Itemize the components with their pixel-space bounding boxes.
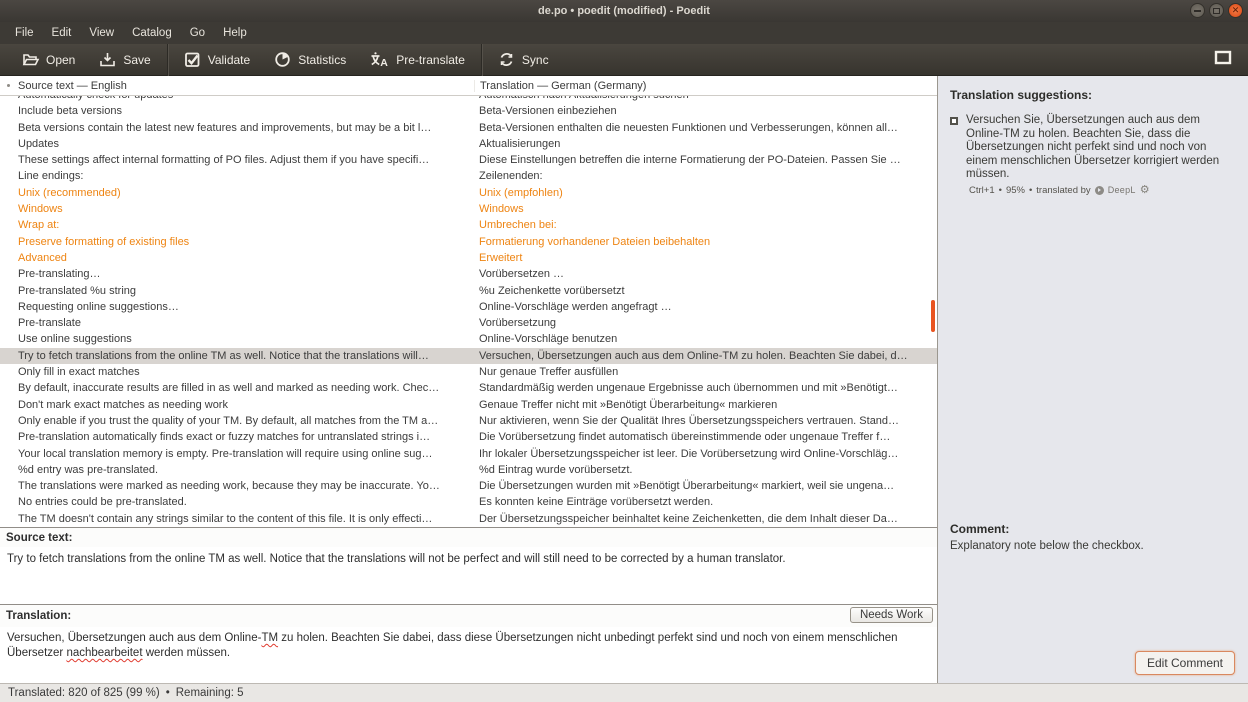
toolbar-separator bbox=[481, 44, 482, 76]
suggestion-attribution: translated by bbox=[1036, 184, 1091, 196]
misspelled-word: nachbearbeitet bbox=[66, 647, 143, 659]
pretranslate-icon bbox=[370, 51, 389, 68]
list-item[interactable] bbox=[0, 299, 937, 315]
list-item[interactable] bbox=[0, 136, 937, 152]
suggestion-meta bbox=[969, 185, 1248, 196]
gear-icon[interactable]: ⚙ bbox=[1139, 183, 1150, 196]
statistics-icon bbox=[274, 51, 291, 68]
suggestion-score: 95% bbox=[1005, 184, 1025, 196]
list-item[interactable] bbox=[0, 201, 937, 217]
validate-icon bbox=[184, 51, 201, 68]
source-cell: Advanced bbox=[18, 251, 67, 264]
minimize-icon bbox=[1194, 10, 1201, 12]
list-item[interactable] bbox=[0, 283, 937, 299]
translation-cell: Online-Vorschläge benutzen bbox=[479, 333, 618, 346]
translation-cell: Beta-Versionen einbeziehen bbox=[479, 105, 617, 118]
translation-text-part: Versuchen, Übersetzungen auch aus dem Online- bbox=[7, 632, 262, 644]
source-cell: Use online suggestions bbox=[18, 333, 132, 346]
open-icon bbox=[22, 51, 39, 68]
source-cell: Your local translation memory is empty. Pre-translation will require using online sug… bbox=[18, 447, 433, 460]
source-cell: Don't mark exact matches as needing work bbox=[18, 398, 228, 411]
translation-cell: Genaue Treffer nicht mit »Benötigt Überarbeitung« markieren bbox=[479, 398, 778, 411]
list-item[interactable] bbox=[0, 380, 937, 396]
status-separator: • bbox=[165, 687, 170, 699]
source-cell: Windows bbox=[18, 203, 63, 216]
list-viewport bbox=[0, 87, 937, 525]
minimize-button[interactable] bbox=[1190, 3, 1205, 18]
source-cell: By default, inaccurate results are filled in as well and marked as needing work. Chec… bbox=[18, 382, 440, 395]
translation-cell: Es konnten keine Einträge vorübersetzt werden. bbox=[479, 496, 714, 509]
list-item[interactable] bbox=[0, 511, 937, 527]
translation-cell: Nur aktivieren, wenn Sie der Qualität Ihres Übersetzungsspeichers vertrauen. Stand… bbox=[479, 414, 900, 427]
save-icon bbox=[99, 51, 116, 68]
svg-text:A: A bbox=[380, 57, 389, 69]
list-header bbox=[0, 76, 937, 96]
source-cell: Only enable if you trust the quality of your TM. By default, all matches from the TM a… bbox=[18, 414, 439, 427]
list-item[interactable] bbox=[0, 234, 937, 250]
translation-cell: Online-Vorschläge werden angefragt … bbox=[479, 300, 672, 313]
source-cell: Beta versions contain the latest new features and improvements, but may be a bit l… bbox=[18, 121, 432, 134]
translation-label: Translation: bbox=[6, 610, 72, 622]
comment-section bbox=[950, 522, 1238, 552]
menu-go[interactable]: Go bbox=[189, 27, 206, 39]
translation-cell: Standardmäßig werden ungenaue Ergebnisse auch übernommen und mit »Benötigt… bbox=[479, 382, 898, 395]
validate-label: Validate bbox=[207, 52, 251, 67]
open-button[interactable] bbox=[10, 44, 87, 76]
list-item[interactable] bbox=[0, 266, 937, 282]
pretranslate-label: Pre-translate bbox=[396, 52, 465, 67]
list-item[interactable] bbox=[0, 364, 937, 380]
source-text-label: Source text: bbox=[6, 531, 73, 544]
source-cell: Pre-translated %u string bbox=[18, 284, 136, 297]
list-item[interactable] bbox=[0, 348, 937, 364]
list-item[interactable] bbox=[0, 494, 937, 510]
source-cell: No entries could be pre-translated. bbox=[18, 496, 187, 509]
suggestion-shortcut: Ctrl+1 bbox=[969, 184, 995, 196]
translation-cell: Die Vorübersetzung findet automatisch übereinstimmende oder ungenaue Treffer f… bbox=[479, 431, 891, 444]
translation-cell: Versuchen, Übersetzungen auch aus dem Online-TM zu holen. Beachten Sie dabei, d… bbox=[479, 349, 908, 362]
source-cell: These settings affect internal formatting of PO files. Adjust them if you have specifi… bbox=[18, 154, 430, 167]
header-marker-icon bbox=[7, 84, 10, 87]
translation-cell: Nur genaue Treffer ausfüllen bbox=[479, 366, 619, 379]
sidebar-toggle-button[interactable] bbox=[1208, 47, 1238, 73]
source-cell: The TM doesn't contain any strings similar to the content of this file. It is only effecti… bbox=[18, 512, 433, 525]
translation-cell: Erweitert bbox=[479, 251, 523, 264]
statusbar bbox=[0, 683, 1248, 702]
meta-bullet: • bbox=[1028, 184, 1033, 196]
editor-pane bbox=[0, 527, 937, 683]
misspelled-word: TM bbox=[261, 632, 279, 644]
source-cell: Pre-translating… bbox=[18, 268, 101, 281]
menu-file[interactable]: File bbox=[15, 27, 34, 39]
list-item[interactable] bbox=[0, 250, 937, 266]
source-cell: Pre-translation automatically finds exact or fuzzy matches for untranslated strings i… bbox=[18, 431, 431, 444]
list-item[interactable] bbox=[0, 446, 937, 462]
translation-cell: Diese Einstellungen betreffen die interne Formatierung der PO-Dateien. Passen Sie … bbox=[479, 154, 901, 167]
list-item[interactable] bbox=[0, 185, 937, 201]
sidebar-toggle-icon bbox=[1214, 50, 1232, 70]
source-cell: Wrap at: bbox=[18, 219, 60, 232]
translation-cell: Ihr lokaler Übersetzungsspeicher ist leer. Die Vorübersetzung wird Online-Vorschläg… bbox=[479, 447, 899, 460]
toolbar-separator bbox=[167, 44, 168, 76]
menu-help[interactable]: Help bbox=[223, 27, 247, 39]
sync-icon bbox=[498, 51, 515, 68]
translation-cell: Windows bbox=[479, 203, 524, 216]
list-item[interactable] bbox=[0, 152, 937, 168]
list-item[interactable] bbox=[0, 429, 937, 445]
scrollbar-thumb[interactable] bbox=[931, 300, 935, 332]
list-item[interactable] bbox=[0, 462, 937, 478]
suggestion-checkbox-icon bbox=[950, 117, 958, 125]
translation-text-part: zu holen. Beachten Sie dabei, dass diese Übersetzungen nicht unbedingt perfekt sind und noch von einem menschlichen Übersetzer bbox=[7, 632, 898, 659]
toolbar bbox=[0, 44, 1248, 76]
translation-cell: Vorübersetzung bbox=[479, 317, 557, 330]
open-label: Open bbox=[46, 52, 76, 67]
suggestions-title: Translation suggestions: bbox=[950, 88, 1093, 102]
window-title: de.po • poedit (modified) - Poedit bbox=[538, 5, 710, 17]
list-item[interactable] bbox=[0, 120, 937, 136]
window-controls bbox=[1190, 3, 1243, 18]
menu-catalog[interactable]: Catalog bbox=[132, 27, 172, 39]
translation-cell: Aktualisierungen bbox=[479, 137, 561, 150]
translation-cell: Vorübersetzen … bbox=[479, 268, 564, 281]
source-cell: Updates bbox=[18, 137, 59, 150]
edit-comment-button[interactable]: Edit Comment bbox=[1135, 651, 1235, 675]
translation-cell: Die Übersetzungen wurden mit »Benötigt Überarbeitung« markiert, weil sie ungena… bbox=[479, 480, 895, 493]
menubar bbox=[0, 22, 1248, 44]
translation-cell: Umbrechen bei: bbox=[479, 219, 557, 232]
translation-bar bbox=[0, 605, 937, 627]
close-icon: ✕ bbox=[1231, 5, 1240, 15]
sidebar bbox=[937, 76, 1248, 683]
string-list-body bbox=[0, 87, 937, 527]
meta-bullet: • bbox=[998, 184, 1002, 196]
source-cell: Include beta versions bbox=[18, 105, 122, 118]
save-button[interactable] bbox=[87, 44, 162, 76]
source-cell: %d entry was pre-translated. bbox=[18, 463, 159, 476]
list-item[interactable] bbox=[0, 478, 937, 494]
translation-cell: Formatierung vorhandener Dateien beibehalten bbox=[479, 235, 711, 248]
needs-work-button[interactable]: Needs Work bbox=[850, 607, 933, 623]
status-remaining: Remaining: 5 bbox=[175, 687, 244, 699]
maximize-button[interactable] bbox=[1209, 3, 1224, 18]
titlebar bbox=[0, 0, 1248, 22]
validate-button[interactable] bbox=[172, 44, 262, 76]
comment-text: Explanatory note below the checkbox. bbox=[950, 540, 1144, 552]
translation-cell: Unix (empfohlen) bbox=[479, 186, 563, 199]
translation-cell: Zeilenenden: bbox=[479, 170, 543, 183]
translation-text-part: werden müssen. bbox=[142, 647, 231, 659]
deepl-logo-icon bbox=[1095, 186, 1104, 195]
list-item[interactable] bbox=[0, 331, 937, 347]
list-item[interactable] bbox=[0, 217, 937, 233]
statistics-button[interactable] bbox=[262, 44, 358, 76]
source-cell: Pre-translate bbox=[18, 317, 81, 330]
sync-label: Sync bbox=[521, 52, 549, 67]
list-item[interactable] bbox=[0, 103, 937, 119]
source-cell: Preserve formatting of existing files bbox=[18, 235, 190, 248]
column-header-source[interactable]: Source text — English bbox=[18, 79, 127, 92]
translation-cell: %u Zeichenkette vorübersetzt bbox=[479, 284, 625, 297]
source-cell: Line endings: bbox=[18, 170, 84, 183]
sync-button[interactable] bbox=[486, 44, 561, 76]
source-text-bar bbox=[0, 528, 937, 547]
translation-cell: Beta-Versionen enthalten die neuesten Funktionen und Verbesserungen, können all… bbox=[479, 121, 898, 134]
source-text-view: Try to fetch translations from the online TM as well. Notice that the translations will not be perfect and will still need to be corrected by a human translator. bbox=[7, 553, 786, 565]
source-cell: The translations were marked as needing work, because they may be inaccurate. Yo… bbox=[18, 480, 440, 493]
suggestion-item[interactable] bbox=[950, 114, 1238, 182]
translation-editor-text[interactable] bbox=[0, 627, 930, 665]
comment-title: Comment: bbox=[950, 522, 1010, 536]
source-cell: Unix (recommended) bbox=[18, 186, 121, 199]
column-header-translation[interactable]: Translation — German (Germany) bbox=[474, 80, 937, 92]
maximize-icon bbox=[1213, 8, 1220, 14]
suggestion-engine: DeepL bbox=[1107, 185, 1136, 195]
save-label: Save bbox=[123, 52, 151, 67]
translation-cell: Der Übersetzungsspeicher beinhaltet keine Zeichenketten, die dem Inhalt dieser Da… bbox=[479, 512, 898, 525]
menu-edit[interactable]: Edit bbox=[51, 27, 72, 39]
list-item[interactable] bbox=[0, 168, 937, 184]
list-item[interactable] bbox=[0, 315, 937, 331]
status-translated: Translated: 820 of 825 (99 %) bbox=[8, 687, 160, 699]
source-cell: Only fill in exact matches bbox=[18, 366, 140, 379]
menu-view[interactable]: View bbox=[89, 27, 115, 39]
statistics-label: Statistics bbox=[298, 52, 347, 67]
string-list-pane bbox=[0, 76, 937, 527]
close-button[interactable] bbox=[1228, 3, 1243, 18]
source-cell: Requesting online suggestions… bbox=[18, 300, 179, 313]
suggestion-text: Versuchen Sie, Übersetzungen auch aus dem Online-TM zu holen. Beachten Sie, dass die Übersetzungen nicht perfekt sind und noch von einem menschlichen Übersetzer korrigiert werden müssen. bbox=[966, 114, 1220, 180]
pretranslate-button[interactable] bbox=[358, 44, 477, 76]
list-item[interactable] bbox=[0, 397, 937, 413]
list-item[interactable] bbox=[0, 413, 937, 429]
translation-cell: %d Eintrag wurde vorübersetzt. bbox=[479, 463, 633, 476]
source-cell: Try to fetch translations from the online TM as well. Notice that the translations will… bbox=[18, 349, 429, 362]
